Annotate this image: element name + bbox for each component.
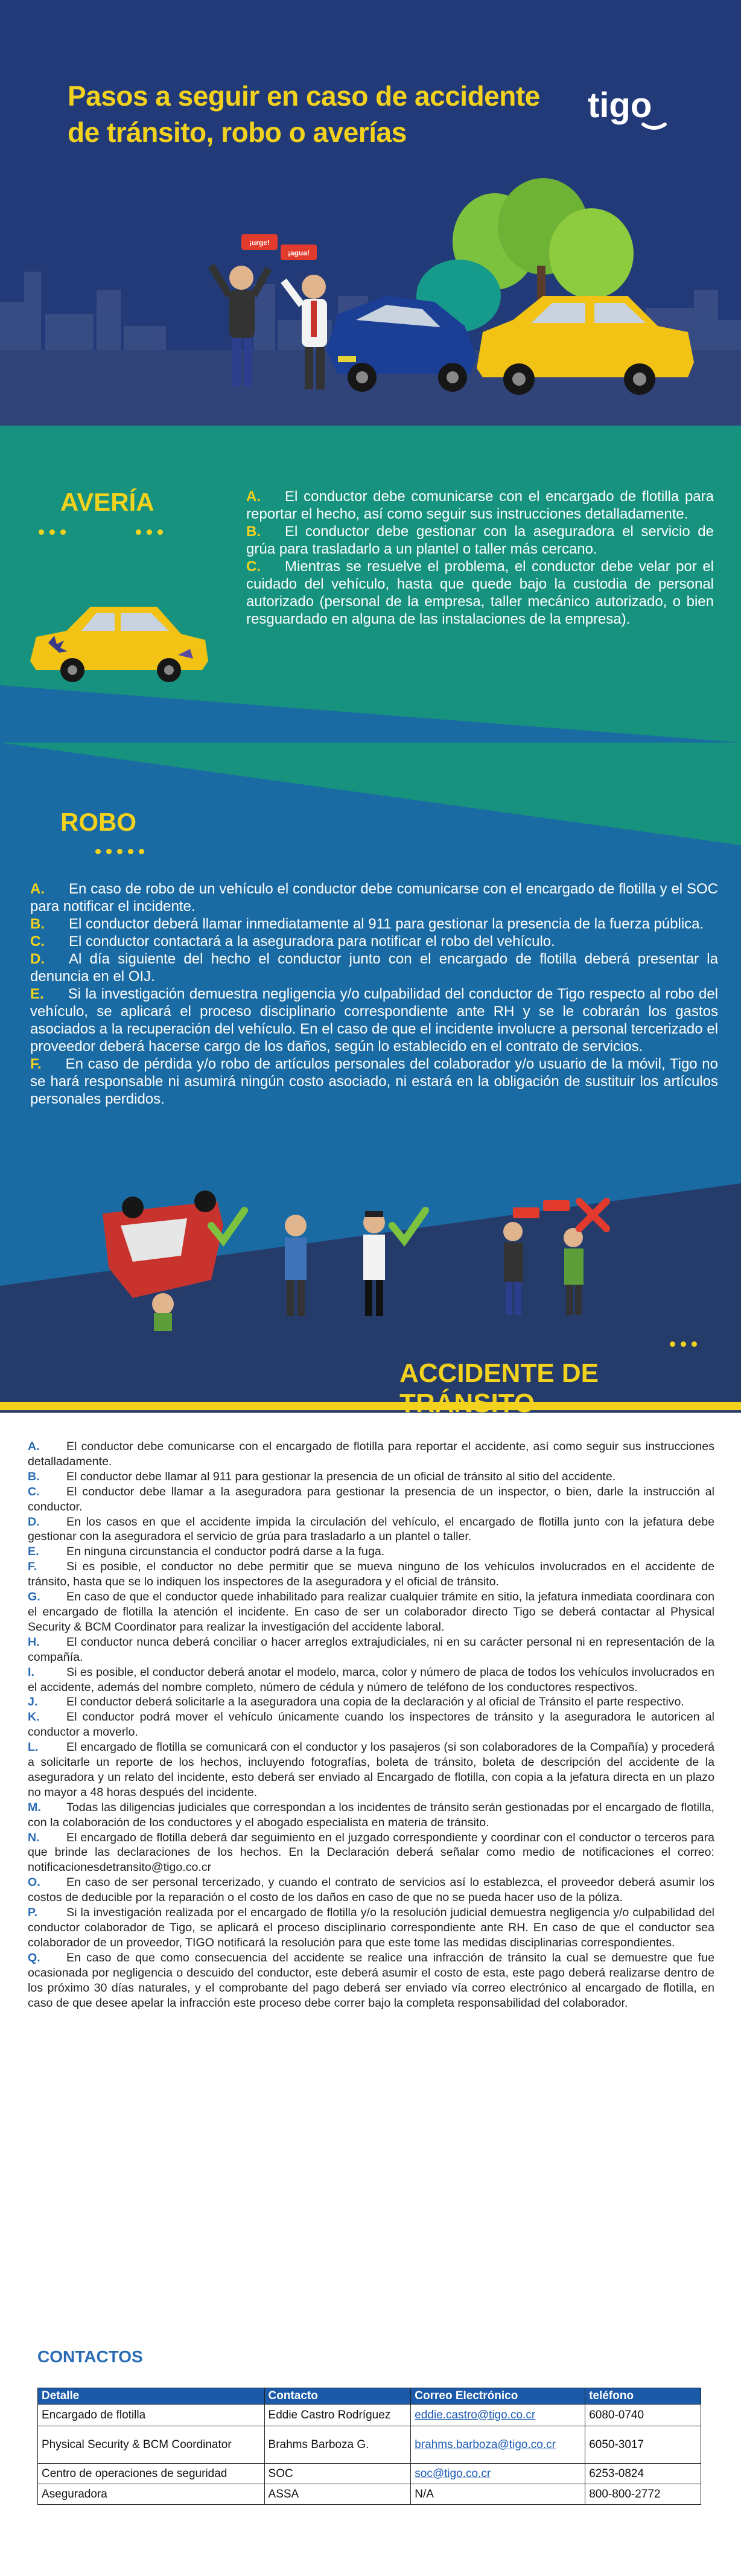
accidente-item-c: C. El conductor debe llamar a la aseguradora para gestionar la presencia de un inspector, o bien, darle la instrucción al conductor. bbox=[28, 1485, 714, 1513]
cell-contacto: Eddie Castro Rodríguez bbox=[264, 2405, 411, 2426]
accidente-item-m: M. Todas las diligencias judiciales que correspondan a los incidentes de tránsito serán gestionadas por el encargado de flotilla, con la colaboración de los conductores y el abogado especialista en materia de tránsito. bbox=[28, 1800, 714, 1829]
accidente-dots bbox=[670, 1339, 702, 1350]
table-row bbox=[38, 2426, 701, 2464]
accident-steps-illustration bbox=[97, 1189, 640, 1334]
robo-item-e: E. Si la investigación demuestra negligencia y/o culpabilidad del conductor de Tigo respecto al robo del vehículo, se aplicará el proceso disciplinario correspondiente ante RH y se le cobrarán los gastos asociados a la recuperación del vehículo. En el caso de que el incidente involucre a personal tercerizado el proveedor deberá hacerse cargo de los daños, según lo establecido en el contrato de servicios. bbox=[30, 986, 718, 1055]
page-title-line-1: Pasos a seguir en caso de accidente bbox=[68, 80, 540, 112]
averia-dots-right bbox=[136, 527, 168, 538]
accidente-item-i: I. Si es posible, el conductor deberá anotar el modelo, marca, color y número de placa de todos los vehículos involucrados en el accidente, además del nombre completo, número de cédula y número de teléfono de los conductores respectivos. bbox=[28, 1665, 714, 1694]
header-detalle: Detalle bbox=[38, 2388, 265, 2405]
contacts-table bbox=[37, 2388, 701, 2505]
accidente-item-l: L. El encargado de flotilla se comunicará con el conductor y los pasajeros (si son colaboradores de la Compañía) y procederá a solicitarle un reporte de los hechos, incluyendo fotografías, boleta de tránsito, boleta de descripción del accidente de la aseguradora y un relato del incidente, esto deberá ser enviado al Encargado de flotilla, con copia a la jefatura directa en un plazo no mayor a 48 horas después del incidente. bbox=[28, 1740, 714, 1799]
contacts-table-wrap bbox=[37, 2388, 701, 2505]
header-contacto: Contacto bbox=[264, 2388, 411, 2405]
cell-contacto: SOC bbox=[264, 2464, 411, 2484]
email-link[interactable]: eddie.castro@tigo.co.cr bbox=[415, 2408, 536, 2421]
logo-text: tigo bbox=[588, 86, 652, 125]
cell-telefono: 6080-0740 bbox=[585, 2405, 701, 2426]
accidente-item-j: J. El conductor deberá solicitarle a la aseguradora una copia de la declaración y al oficial de Tránsito el parte respectivo. bbox=[28, 1695, 684, 1709]
accidente-list bbox=[28, 1439, 714, 2010]
table-row bbox=[38, 2405, 701, 2426]
averia-item-c: C. Mientras se resuelve el problema, el conductor debe velar por el cuidado del vehículo, hasta que quede bajo la custodia de personal autorizado (personal de la empresa, taller mecánico autorizado, o bien resguardado en alguna de las instalaciones de la empresa). bbox=[246, 558, 714, 627]
accidente-item-g: G. En caso de que el conductor quede inhabilitado para realizar cualquier trámite en sitio, la jefatura inmediata coordinara con el encargado de flotilla la atención el incidente. En caso de ser un colaborador directo Tigo se deberá contactar al Physical Security & BCM Coordinator para realizar la investigación del accidente laboral. bbox=[28, 1590, 714, 1634]
svg-text:¡agua!: ¡agua! bbox=[288, 249, 310, 257]
accidente-item-h: H. El conductor nunca deberá conciliar o hacer arreglos extrajudiciales, ni en su carácter personal ni en representación de la compañía. bbox=[28, 1635, 714, 1664]
accidente-item-p: P. Si la investigación realizada por el encargado de flotilla y/o la resolución judicial demuestra negligencia y/o culpabilidad del conductor colaborador de Tigo, se aplicará el proceso disciplinario correspondiente ante RH. En caso de que el conductor sea colaborador de un proveedor, TIGO notificará la resolución para que este tome las medidas disciplinarias correspondientes. bbox=[28, 1906, 714, 1949]
cell-contacto: Brahms Barboza G. bbox=[264, 2426, 411, 2464]
accidente-banner bbox=[0, 1183, 741, 1413]
averia-list bbox=[246, 488, 714, 628]
accidente-item-d: D. En los casos en que el accidente impida la circulación del vehículo, el encargado de flotilla junto con la jefatura debe gestionar con la aseguradora el servicio de grúa para trasladarlo a un plantel o taller. bbox=[28, 1515, 714, 1544]
robo-item-a: A. En caso de robo de un vehículo el conductor debe comunicarse con el encargado de flotilla y el SOC para notificar el incidente. bbox=[30, 881, 718, 915]
robo-section bbox=[0, 743, 741, 1183]
accident-scene-illustration bbox=[0, 169, 741, 426]
contacts-header-row bbox=[38, 2388, 701, 2405]
accidente-title: ACCIDENTE DE TRÁNSITO bbox=[399, 1358, 599, 1413]
accidente-item-k: K. El conductor podrá mover el vehículo únicamente cuando los inspectores de tránsito y la aseguradora le autoricen al conductor a moverlo. bbox=[28, 1710, 714, 1739]
header-correo: Correo Electrónico bbox=[411, 2388, 585, 2405]
averia-section bbox=[0, 426, 741, 743]
tigo-logo bbox=[588, 80, 678, 134]
accidente-content bbox=[0, 1413, 741, 2576]
cell-correo: N/A bbox=[411, 2484, 585, 2505]
speech-bubble-left-icon bbox=[241, 234, 278, 250]
overturned-car-icon bbox=[103, 1191, 223, 1331]
robo-list bbox=[30, 880, 718, 1108]
cell-detalle: Centro de operaciones de seguridad bbox=[38, 2464, 265, 2484]
robo-item-f: F. En caso de pérdida y/o robo de artículos personales del colaborador y/o usuario de la móvil, Tigo no se hará responsable ni asumirá ningún costo asociado, ni estará en la obligación de sustituir los artículos personales perdidos. bbox=[30, 1056, 718, 1107]
table-row bbox=[38, 2484, 701, 2505]
robo-item-b: B. El conductor deberá llamar inmediatamente al 911 para gestionar la presencia de la fuerza pública. bbox=[30, 916, 704, 932]
broken-car-icon bbox=[24, 595, 217, 685]
arguing-drivers-icon bbox=[503, 1200, 584, 1315]
email-link[interactable]: brahms.barboza@tigo.co.cr bbox=[415, 2438, 556, 2451]
cell-telefono: 800-800-2772 bbox=[585, 2484, 701, 2505]
averia-title: AVERÍA bbox=[60, 488, 154, 516]
robo-item-d: D. Al día siguiente del hecho el conductor junto con el encargado de flotilla deberá presentar la denuncia en el OIJ. bbox=[30, 951, 718, 985]
contactos-title: CONTACTOS bbox=[37, 2347, 143, 2366]
cell-detalle: Aseguradora bbox=[38, 2484, 265, 2505]
robo-title: ROBO bbox=[60, 808, 136, 836]
speech-bubble-right-icon bbox=[281, 244, 317, 260]
cell-telefono: 6253-0824 bbox=[585, 2464, 701, 2484]
table-row bbox=[38, 2464, 701, 2484]
accidente-item-b: B. El conductor debe llamar al 911 para gestionar la presencia de un oficial de tránsito al sitio del accidente. bbox=[28, 1469, 616, 1483]
header-telefono: teléfono bbox=[585, 2388, 701, 2405]
accidente-item-o: O. En caso de ser personal tercerizado, y cuando el contrato de servicios así lo establezca, el proveedor deberá asumir los costos de deducible por la reparación o el costo de los daños en caso de que no se pueda hacer uso de la póliza. bbox=[28, 1876, 714, 1905]
robo-dots bbox=[95, 846, 150, 857]
averia-dots-left bbox=[39, 527, 71, 538]
accidente-item-n: N. El encargado de flotilla deberá dar seguimiento en el juzgado correspondiente y coordinar con el conductor o terceros para que brinde las declaraciones de los hechos. En la Declaración deberá señalar como medio de notificaciones el correo: notificacionesdetransito@tigo.co.cr bbox=[28, 1830, 714, 1874]
svg-text:¡urge!: ¡urge! bbox=[249, 238, 270, 247]
cell-contacto: ASSA bbox=[264, 2484, 411, 2505]
header-banner bbox=[0, 0, 741, 426]
cell-detalle: Physical Security & BCM Coordinator bbox=[38, 2426, 265, 2464]
accidente-item-e: E. En ninguna circunstancia el conductor podrá darse a la fuga. bbox=[28, 1545, 385, 1559]
cell-detalle: Encargado de flotilla bbox=[38, 2405, 265, 2426]
averia-item-a: A. El conductor debe comunicarse con el encargado de flotilla para reportar el hecho, así como seguir sus instrucciones detalladamente. bbox=[246, 488, 714, 522]
accidente-item-q: Q. En caso de que como consecuencia del accidente se realice una infracción de tránsito la cual se demuestre que fue ocasionada por negligencia o descuido del conductor, este deberá asumir el costo de esta, este pago deberá realizarse dentro de los próximo 30 días naturales, y el comprobante del pago deberá ser enviado vía correo electrónico al encargado de flotilla, en caso de que desee apelar la infracción este proceso debe correr bajo la completa responsabilidad del colaborador. bbox=[28, 1951, 714, 2010]
robo-item-c: C. El conductor contactará a la aseguradora para notificar el robo del vehículo. bbox=[30, 933, 555, 950]
page-title-line-2: de tránsito, robo o averías bbox=[68, 117, 407, 148]
accidente-item-f: F. Si es posible, el conductor no debe permitir que se mueva ninguno de los vehículos involucrados en el accidente de tránsito, hasta que se lo indiquen los inspectores de la aseguradora y el oficial de tránsito. bbox=[28, 1560, 714, 1589]
averia-item-b: B. El conductor debe gestionar con la aseguradora el servicio de grúa para trasladarlo a un plantel o taller más cercano. bbox=[246, 523, 714, 557]
cell-telefono: 6050-3017 bbox=[585, 2426, 701, 2464]
police-officer-icon bbox=[285, 1211, 385, 1316]
email-link[interactable]: soc@tigo.co.cr bbox=[415, 2467, 491, 2480]
accidente-item-a: A. El conductor debe comunicarse con el encargado de flotilla para reportar el accidente, así como seguir sus instrucciones detalladamente. bbox=[28, 1440, 714, 1468]
check-icon-2 bbox=[392, 1210, 425, 1241]
cross-icon bbox=[579, 1201, 606, 1229]
